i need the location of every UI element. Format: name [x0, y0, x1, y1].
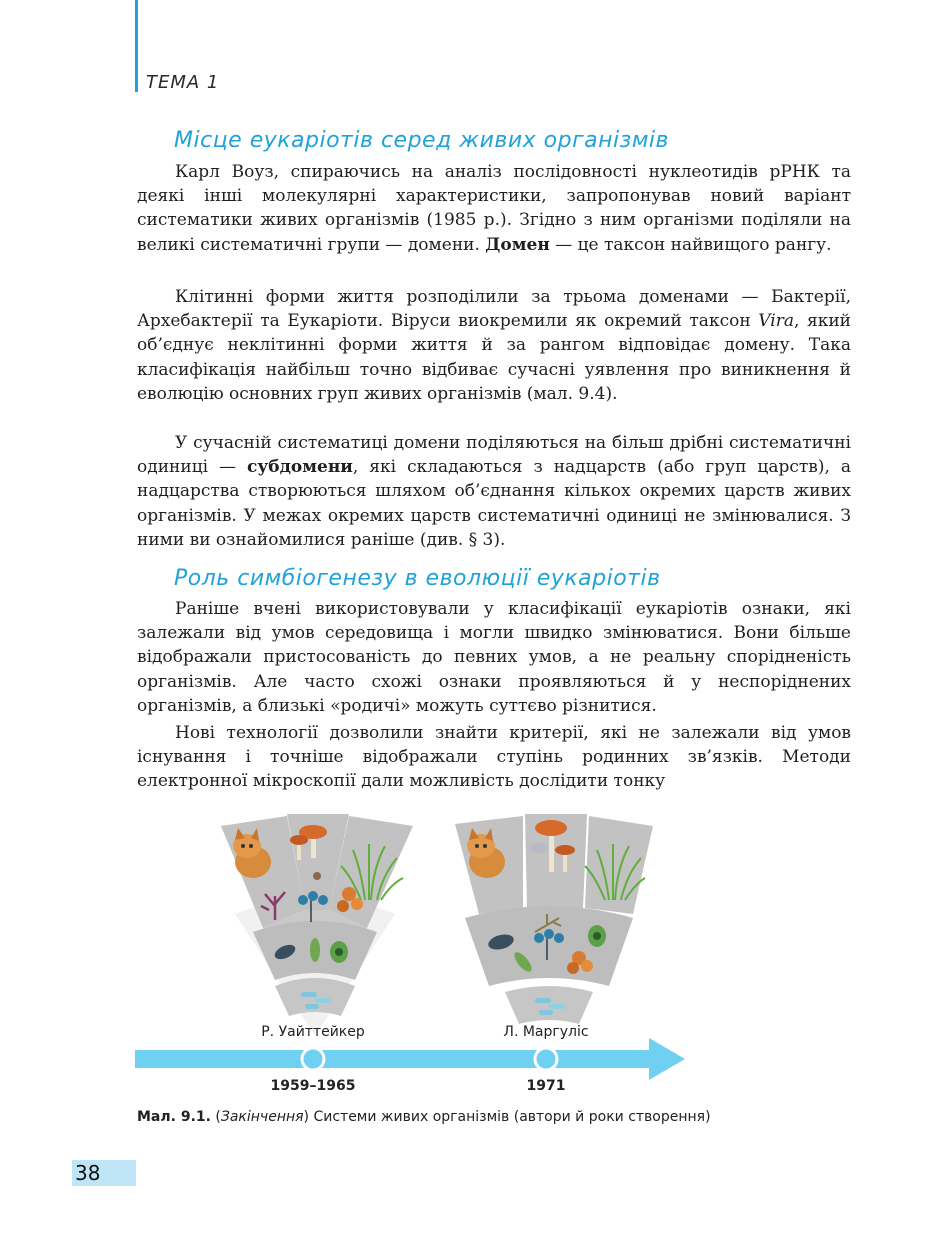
paragraph-new-technologies: Нові технології дозволили знайти критерії, які не залежали від умов існування і точніше відображали ступінь родинних зв’язків. Методи електронної мікроскопії дали можливість дослідити тонку — [137, 723, 851, 792]
page-number: 38 — [72, 1160, 136, 1186]
section-title-symbiogenesis: Роль симбіогенезу в еволюції еукаріотів — [174, 566, 661, 591]
paragraph-subdomains: У сучасній систематиці домени поділяються на більш дрібні систематичні одиниці — субдомени, які складаються з надцарств (або груп царств), а надцарства створюються шляхом об’єднання кількох окремих царств живих організмів. У межах окремих царств систематичні одиниці не змінювалися. З ними ви ознайомилися раніше (див. § 3). — [137, 433, 851, 550]
years-margulis: 1971 — [526, 1078, 566, 1094]
figure-caption: Мал. 9.1. (Закінчення) Системи живих організмів (автори й роки створення) — [137, 1109, 711, 1125]
paragraph-old-classification: Раніше вчені використовували у класифікації еукаріотів ознаки, які залежали від умов середовища і могли швидко змінюватися. Вони більше відображали пристосованість до певних умов, а не реальну спорідненість організмів. Але часто схожі ознаки проявляються й у неспоріднених організмів, а близькі «родичі» можуть суттєво різнитися. — [137, 599, 851, 716]
paragraph-woese: Карл Воуз, спираючись на аналіз послідовності нуклеотидів рРНК та деякі інші молекулярні характеристики, запропонував новий варіант систематики живих організмів (1985 р.). Згідно з ним організми поділяли на великі систематичні групи — домени. Домен — це таксон найвищого рангу. — [137, 162, 851, 255]
margulis-system-diagram — [455, 814, 653, 1024]
timeline-arrow — [135, 1038, 685, 1080]
figure-living-systems — [135, 810, 735, 1110]
author-whittaker: Р. Уайттейкер — [261, 1024, 365, 1040]
paragraph-domains: Клітинні форми життя розподілили за трьома доменами — Бактерії, Архебактерії та Еукаріоти. Віруси виокремили як окремий таксон Vira, який об’єднує неклітинні форми життя й за рангом відповідає домену. Така класифікація найбільш точно відбиває сучасні уявлення про виникнення й еволюцію основних груп живих організмів (мал. 9.4). — [137, 287, 851, 404]
term-domain: Домен — [485, 234, 550, 255]
timeline-marker-whittaker — [302, 1048, 324, 1070]
section-title-eukaryotes-place: Місце еукаріотів серед живих організмів — [174, 128, 670, 153]
term-subdomains: субдомени — [247, 457, 353, 478]
years-whittaker: 1959–1965 — [270, 1078, 356, 1094]
figure-note: Закінчення — [220, 1109, 304, 1125]
side-accent-bar — [135, 0, 138, 92]
figure-label: Мал. 9.1. — [137, 1109, 211, 1125]
whittaker-system-diagram — [221, 814, 413, 1036]
term-vira: Vira — [758, 311, 794, 332]
timeline-marker-margulis — [535, 1048, 557, 1070]
topic-header: ТЕМА 1 — [146, 72, 220, 93]
author-margulis: Л. Маргуліс — [503, 1024, 589, 1040]
